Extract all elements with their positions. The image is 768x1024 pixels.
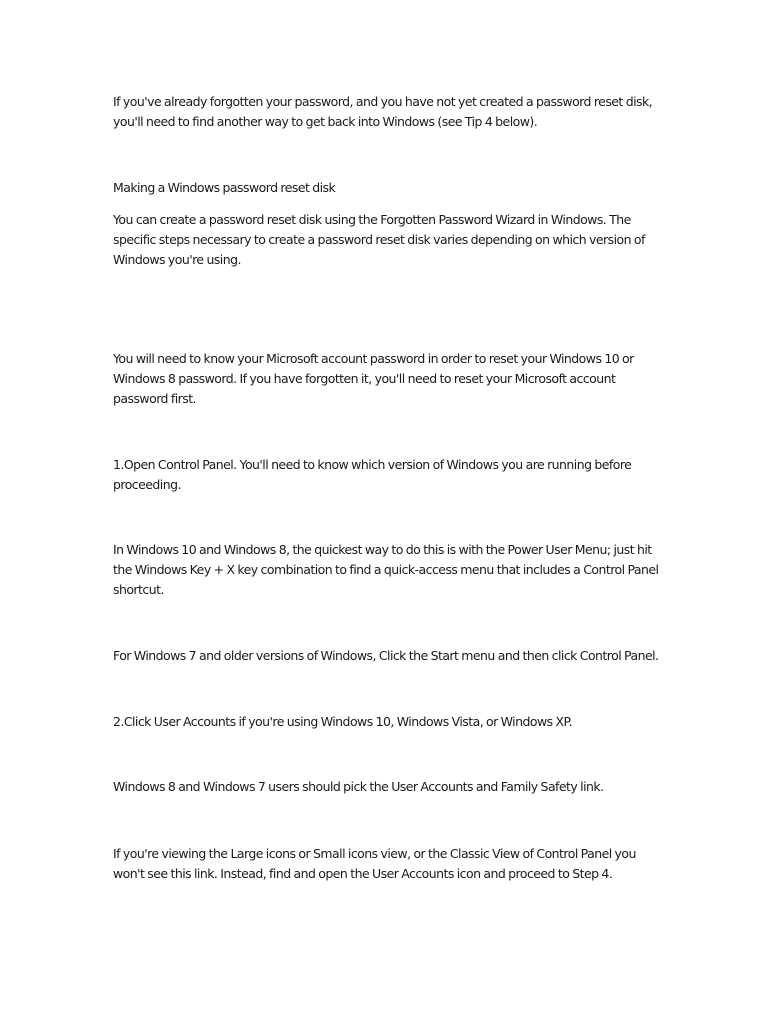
paragraph-classic-view: If you're viewing the Large icons or Small icons view, or the Classic View of Control Panel you won't see this link. Instead, find and open the User Accounts icon and proceed to Step 4. — [113, 846, 636, 881]
paragraph-intro: If you've already forgotten your password, and you have not yet created a password reset disk, you'll need to find another way to get back into Windows (see Tip 4 below). — [113, 94, 653, 129]
paragraph-reset-disk-overview: You can create a password reset disk using the Forgotten Password Wizard in Windows. The specific steps necessary to create a password reset disk varies depending on which version of Windows you're using. — [113, 212, 645, 267]
section-heading: Making a Windows password reset disk — [113, 180, 336, 195]
paragraph-family-safety: Windows 8 and Windows 7 users should pick the User Accounts and Family Safety link. — [113, 779, 604, 794]
paragraph-windows-7-start: For Windows 7 and older versions of Windows, Click the Start menu and then click Control Panel. — [113, 648, 659, 663]
paragraph-step-2: 2.Click User Accounts if you're using Windows 10, Windows Vista, or Windows XP. — [113, 714, 572, 729]
paragraph-microsoft-account: You will need to know your Microsoft account password in order to reset your Windows 10 or Windows 8 password. If you have forgotten it, you'll need to reset your Microsoft account password first. — [113, 351, 634, 406]
paragraph-power-user-menu: In Windows 10 and Windows 8, the quickest way to do this is with the Power User Menu; just hit the Windows Key + X key combination to find a quick-access menu that includes a Control Panel shortcut. — [113, 542, 659, 597]
paragraph-step-1: 1.Open Control Panel. You'll need to know which version of Windows you are running before proceeding. — [113, 457, 632, 492]
